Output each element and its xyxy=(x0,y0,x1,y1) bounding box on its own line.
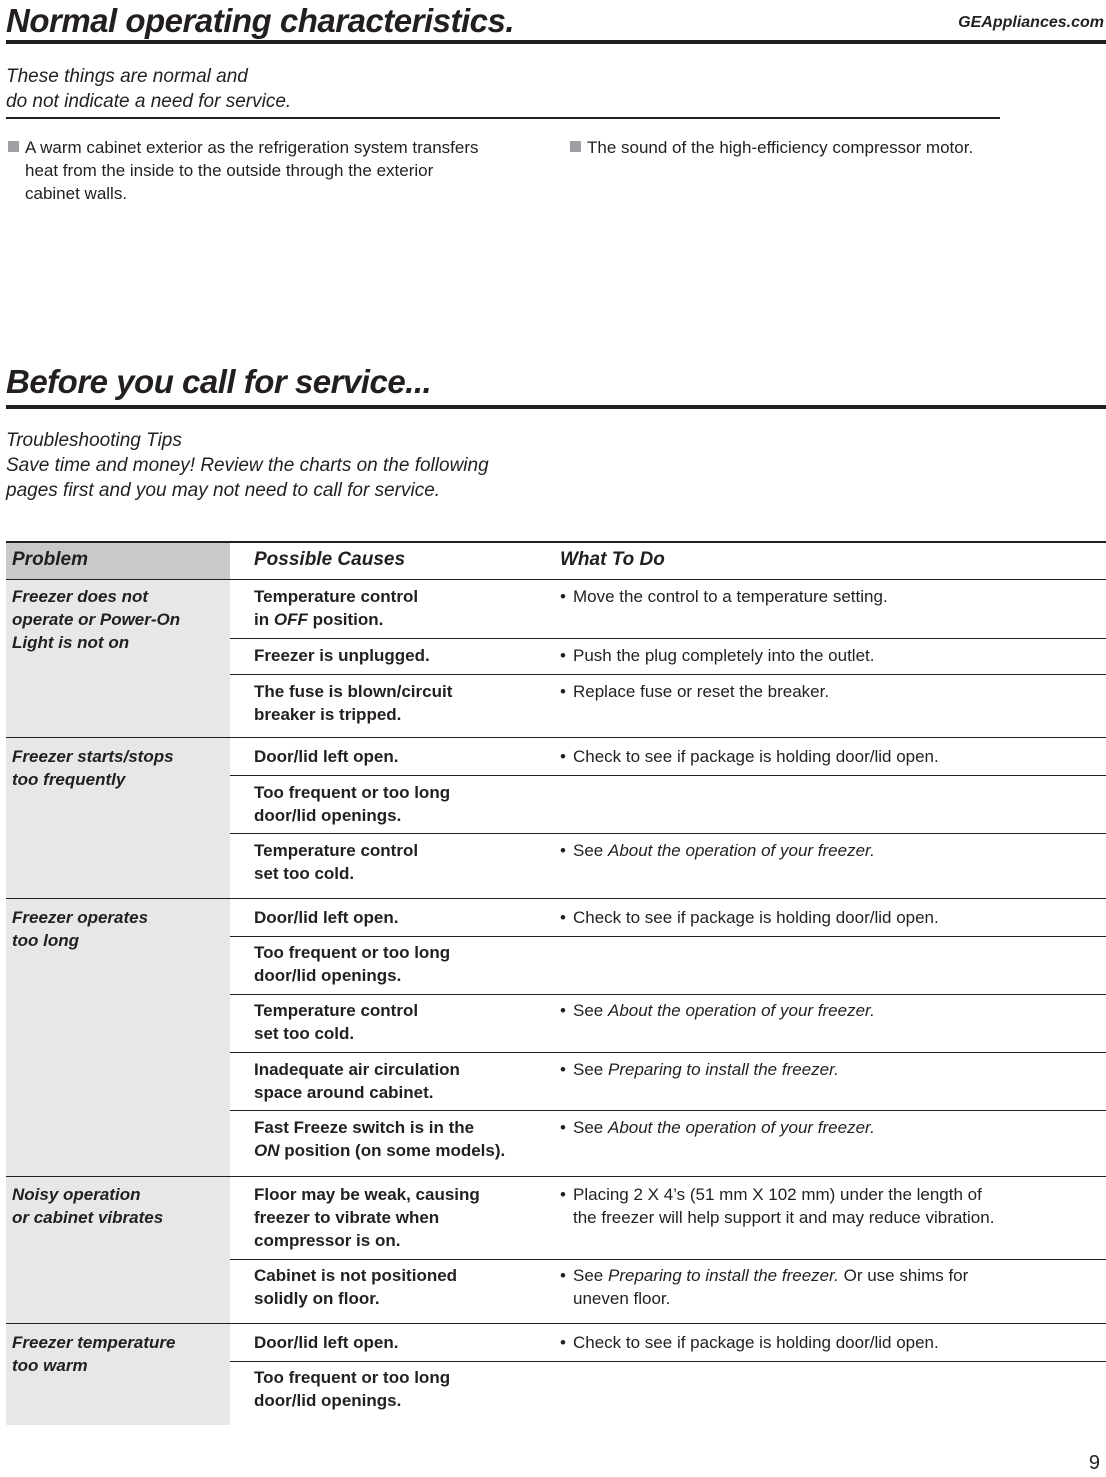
cause-fuse-blown: The fuse is blown/circuit breaker is tripped. xyxy=(254,682,453,724)
header-problem: Problem xyxy=(12,549,89,570)
todo-move-control: • Move the control to a temperature setting. xyxy=(560,587,888,606)
cause-door-open: Door/lid left open. xyxy=(254,908,399,927)
cause-temp-off: Temperature control in OFF position. xyxy=(254,587,419,629)
service-intro: Troubleshooting Tips Save time and money! Review the charts on the following pages first and you may not need to call for service. xyxy=(6,430,489,501)
todo-check-package: • Check to see if package is holding door/lid open. xyxy=(560,747,939,766)
page-title: Normal operating characteristics. xyxy=(6,2,515,39)
todo-check-package: • Check to see if package is holding door/lid open. xyxy=(560,1333,939,1352)
row-rule xyxy=(230,1110,1106,1111)
row-rule xyxy=(230,1361,1106,1362)
row-rule xyxy=(230,674,1106,675)
cause-frequent-openings: Too frequent or too long door/lid openings. xyxy=(254,1368,451,1410)
todo-check-package: • Check to see if package is holding door/lid open. xyxy=(560,908,939,927)
problem-temp-warm: Freezer temperature too warm xyxy=(12,1333,176,1375)
title-rule xyxy=(6,40,1106,44)
todo-replace-fuse: • Replace fuse or reset the breaker. xyxy=(560,682,830,701)
problem-not-operate: Freezer does not operate or Power-On Light is not on xyxy=(12,587,181,652)
header-what-to-do: What To Do xyxy=(560,549,665,570)
service-rule xyxy=(6,405,1106,409)
todo-push-plug: • Push the plug completely into the outlet. xyxy=(560,646,875,665)
row-rule xyxy=(230,994,1106,995)
row-rule xyxy=(230,775,1106,776)
intro-rule xyxy=(6,117,1000,119)
todo-see-operation: • See About the operation of your freezer. xyxy=(560,1118,875,1137)
todo-placing-2x4: • Placing 2 X 4’s (51 mm X 102 mm) under the length of the freezer will help support it and may reduce vibration. xyxy=(560,1185,995,1227)
page-number: 9 xyxy=(1088,1452,1100,1474)
row-rule xyxy=(230,833,1106,834)
cause-fast-freeze: Fast Freeze switch is in the ON position (on some models). xyxy=(254,1118,506,1160)
cause-frequent-openings: Too frequent or too long door/lid openings. xyxy=(254,943,451,985)
problem-operates-long: Freezer operates too long xyxy=(12,908,149,950)
cause-not-positioned: Cabinet is not positioned solidly on floor. xyxy=(254,1266,458,1308)
cause-door-open: Door/lid left open. xyxy=(254,747,399,766)
cause-temp-cold: Temperature control set too cold. xyxy=(254,1001,419,1043)
todo-see-preparing-shims: • See Preparing to install the freezer. Or use shims for uneven floor. xyxy=(560,1266,969,1308)
cause-frequent-openings: Too frequent or too long door/lid openings. xyxy=(254,783,451,825)
cause-floor-weak: Floor may be weak, causing freezer to vibrate when compressor is on. xyxy=(254,1185,480,1250)
todo-see-preparing: • See Preparing to install the freezer. xyxy=(560,1060,839,1079)
row-rule xyxy=(230,1259,1106,1260)
problem-starts-stops: Freezer starts/stops too frequently xyxy=(12,747,174,789)
todo-see-operation: • See About the operation of your freezer. xyxy=(560,841,875,860)
service-title: Before you call for service... xyxy=(6,363,432,400)
row-rule xyxy=(230,638,1106,639)
site-url[interactable]: GEAppliances.com xyxy=(958,14,1104,31)
normal-bullet-compressor-sound: The sound of the high-efficiency compressor motor. xyxy=(570,136,1090,159)
row-rule xyxy=(230,1052,1106,1053)
square-bullet-icon xyxy=(8,141,19,152)
normal-bullet-warm-cabinet: A warm cabinet exterior as the refrigeration system transfers heat from the inside to the outside through the exterior cabinet walls. xyxy=(8,136,548,205)
cause-door-open: Door/lid left open. xyxy=(254,1333,399,1352)
normal-intro: These things are normal and do not indicate a need for service. xyxy=(6,66,292,112)
header-possible-causes: Possible Causes xyxy=(254,549,406,570)
row-rule xyxy=(230,936,1106,937)
cause-temp-cold: Temperature control set too cold. xyxy=(254,841,419,883)
cause-unplugged: Freezer is unplugged. xyxy=(254,646,430,665)
cause-air-circulation: Inadequate air circulation space around cabinet. xyxy=(254,1060,460,1102)
todo-see-operation: • See About the operation of your freezer. xyxy=(560,1001,875,1020)
problem-noisy: Noisy operation or cabinet vibrates xyxy=(12,1185,164,1227)
square-bullet-icon xyxy=(570,141,581,152)
